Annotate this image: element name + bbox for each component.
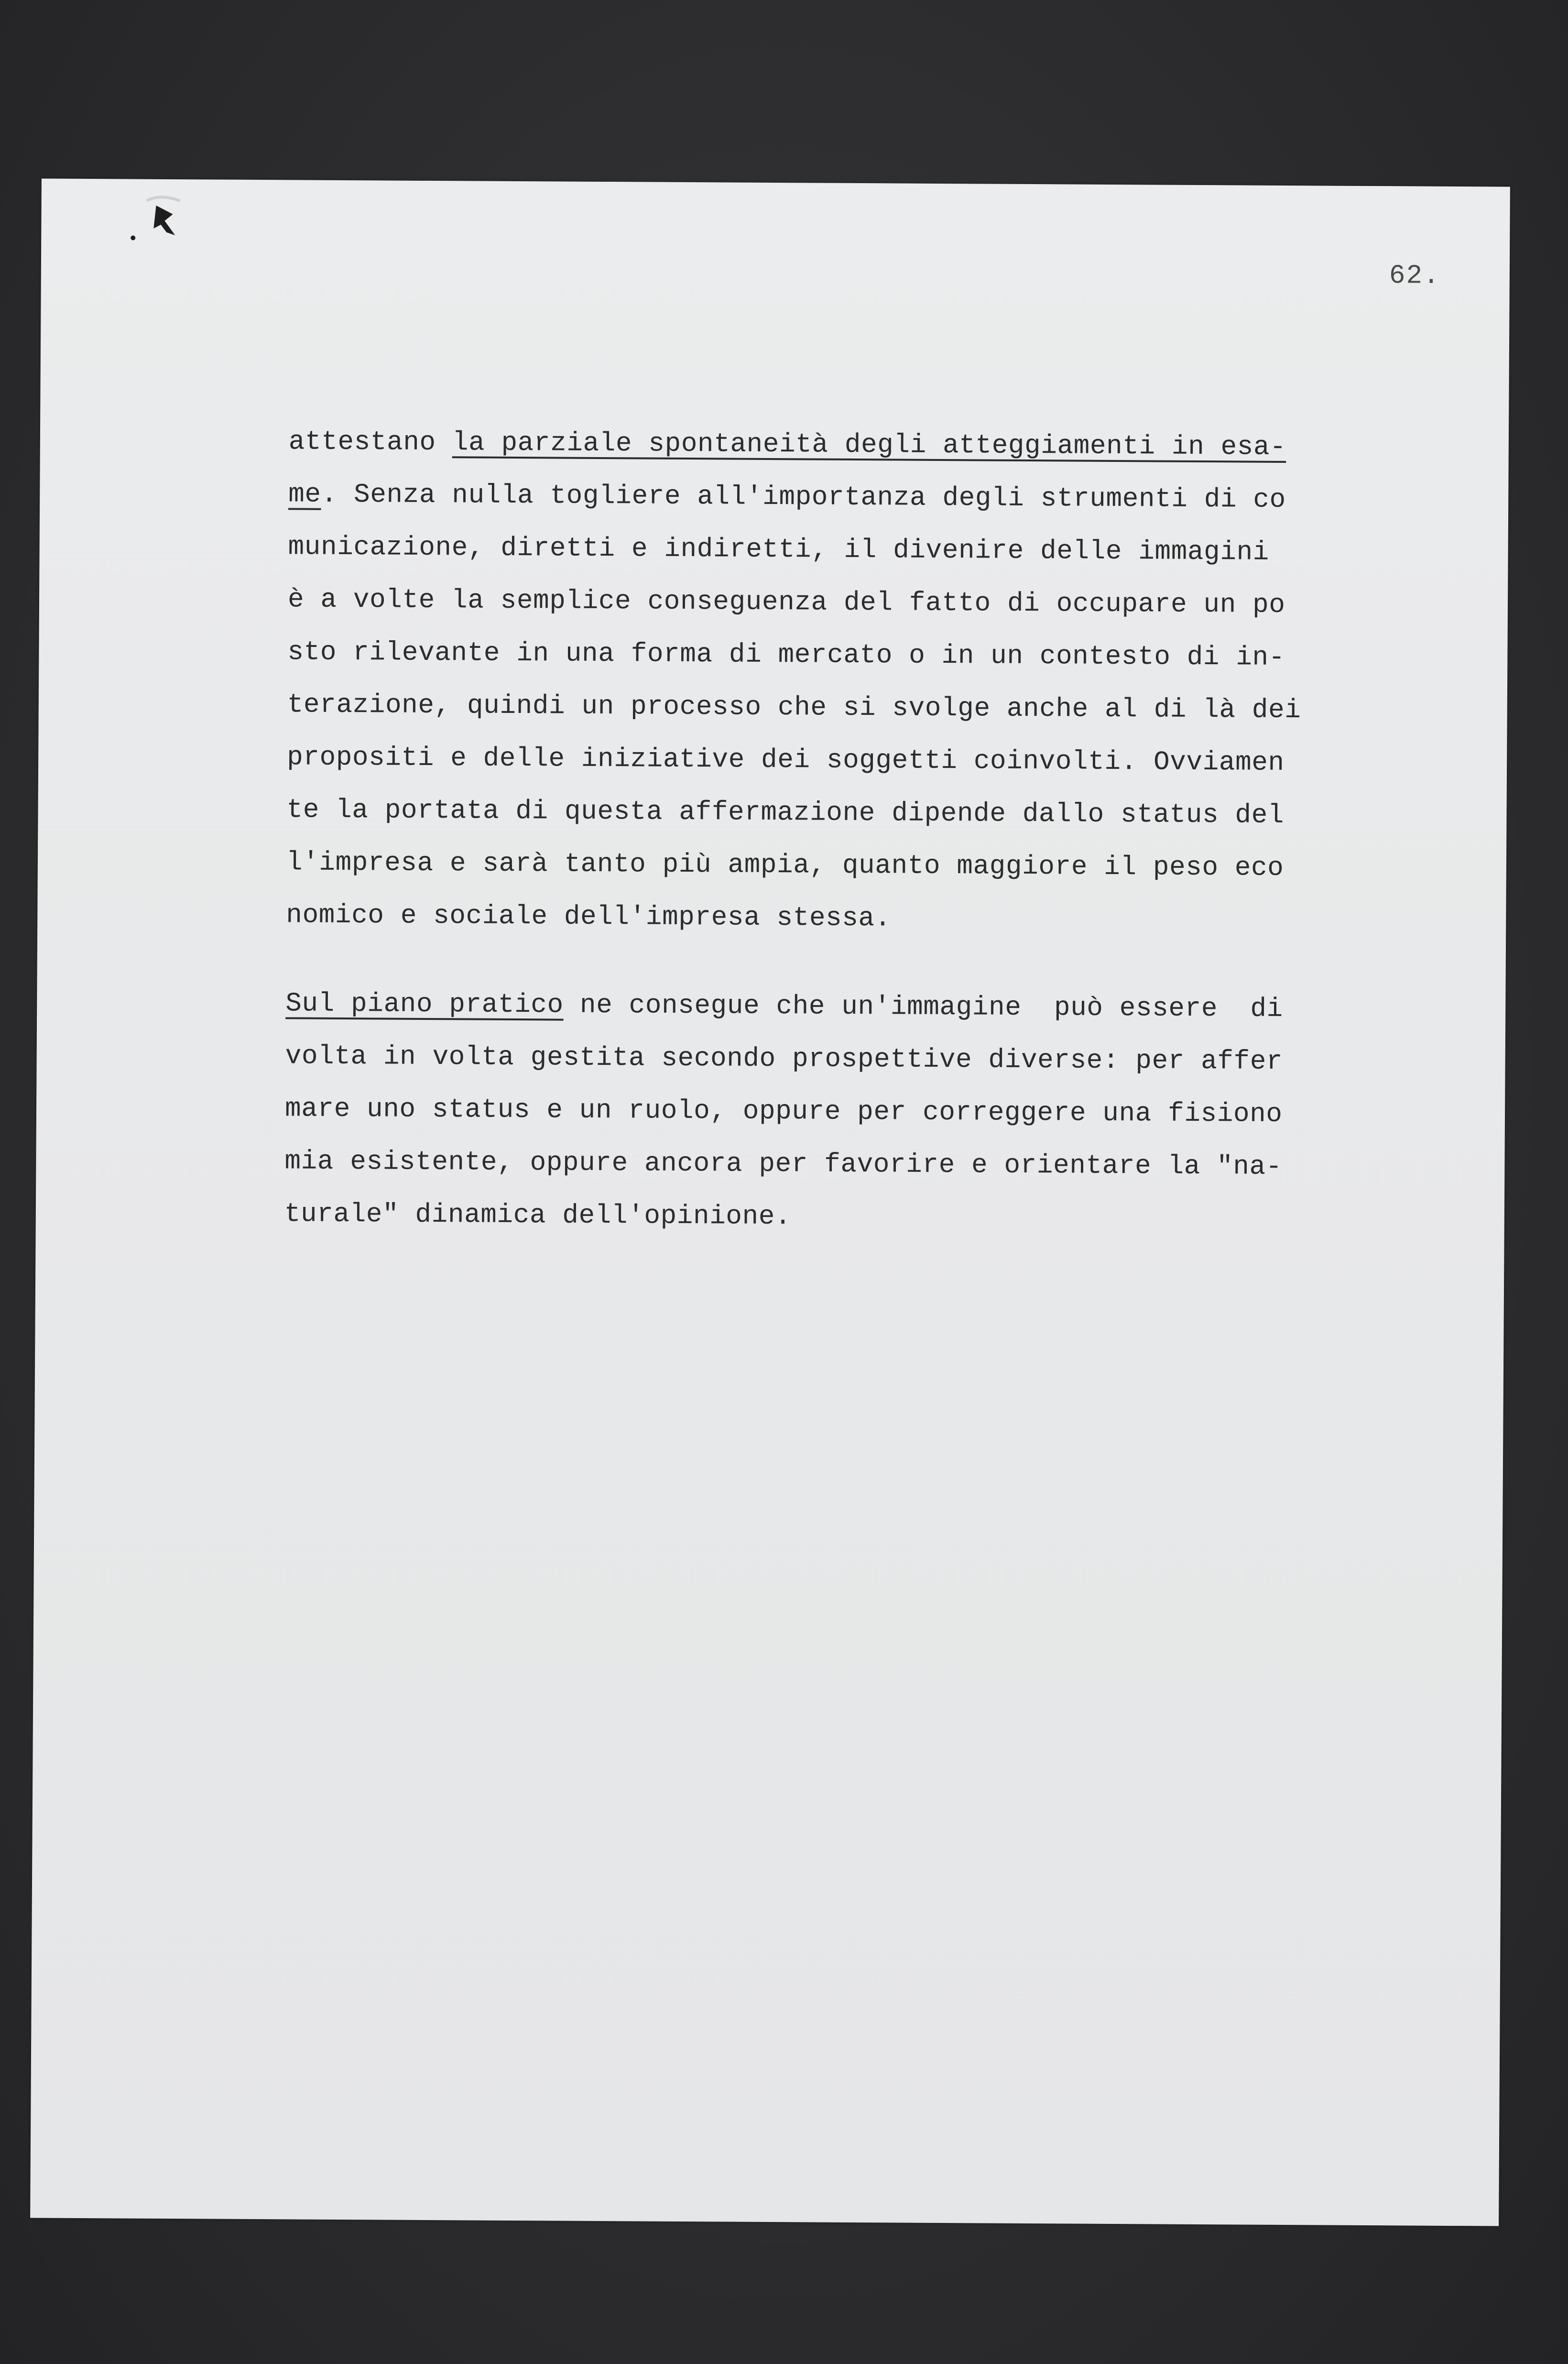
paragraph-2-line-5: turale" dinamica dell'opinione. (284, 1198, 792, 1232)
page-number: 62. (1389, 260, 1440, 291)
paragraph-2-line-3: mare uno status e un ruolo, oppure per correggere una fisiono (284, 1093, 1283, 1129)
paragraph-1-line-2 (288, 479, 1286, 515)
paragraph-1-line-6: terazione, quindi un processo che si svolge anche al di là dei (287, 689, 1301, 726)
paragraph-1-line-9: l'impresa e sarà tanto più ampia, quanto maggiore il peso eco (286, 847, 1284, 883)
paragraph-2-line-4: mia esistente, oppure ancora per favorire e orientare la "na- (284, 1146, 1283, 1182)
paragraph-1-line-4: è a volte la semplice conseguenza del fatto di occupare un po (287, 584, 1285, 620)
underlined-phrase: la parziale spontaneità degli atteggiamenti in esa- (452, 427, 1286, 463)
staple-hole-mark (127, 191, 195, 249)
underlined-phrase: me (288, 479, 321, 510)
paragraph-2-line-2: volta in volta gestita secondo prospettive diverse: per affer (285, 1040, 1283, 1077)
text-segment: attestano (288, 426, 453, 458)
paragraph-1-line-7: propositi e delle iniziative dei soggetti coinvolti. Ovviamen (287, 742, 1285, 778)
paragraph-1-line-1 (289, 426, 1286, 462)
typewritten-page (30, 178, 1510, 2226)
text-segment: ne consegue che un'immagine può essere di (563, 989, 1284, 1024)
paragraph-1-line-10: nomico e sociale dell'impresa stessa. (286, 899, 892, 934)
underlined-phrase: Sul piano pratico (285, 988, 564, 1020)
paragraph-2-line-1 (285, 988, 1283, 1024)
paragraph-1-line-5: sto rilevante in una forma di mercato o in un contesto di in- (287, 636, 1285, 673)
paragraph-1-line-3: municazione, diretti e indiretti, il divenire delle immagini (288, 531, 1270, 568)
text-segment: . Senza nulla togliere all'importanza degli strumenti di co (321, 479, 1286, 515)
paragraph-1-line-8: te la portata di questa affermazione dipende dallo status del (286, 794, 1285, 831)
